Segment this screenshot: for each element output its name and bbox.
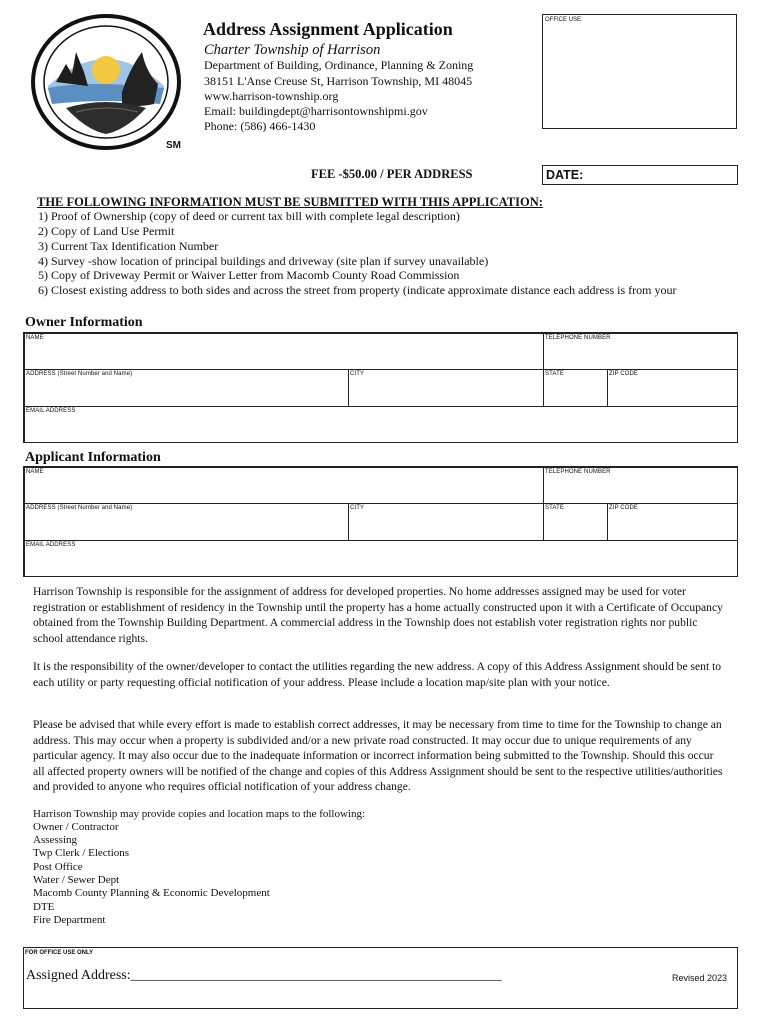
field-label: TELEPHONE NUMBER [545, 335, 611, 341]
utilities-paragraph: It is the responsibility of the owner/developer to contact the utilities regarding the new address. A copy of this Address Assignment should be sent to each utility or party requesting official notification of your address. Please include a location map/site plan with your notice. [33, 660, 722, 689]
applicant-city-field[interactable] [348, 503, 544, 541]
applicant-name-field[interactable] [24, 467, 544, 504]
department-line: Department of Building, Ordinance, Planning & Zoning [204, 58, 474, 72]
copies-list-item: Twp Clerk / Elections [33, 847, 130, 859]
requirement-item: 1) Proof of Ownership (copy of deed or current tax bill with complete legal description) [38, 209, 460, 223]
requirement-item: 2) Copy of Land Use Permit [38, 224, 175, 238]
email-line: Email: buildingdept@harrisontownshipmi.gov [204, 104, 428, 118]
residency-paragraph: Harrison Township is responsible for the assignment of address for developed properties. No home addresses assigned may be used for voter registration or establishment of residency in the Township until the property has a home actually constructed upon it with a Certificate of Occupancy obtained from the Township Building Department. A commercial address in the Township does not establish voter registration rights nor public school attendance rights. [33, 585, 723, 645]
applicant-email-field[interactable] [24, 540, 738, 577]
office-use-box[interactable] [542, 14, 737, 129]
field-label: TELEPHONE NUMBER [545, 469, 611, 475]
applicant-section-title: Applicant Information [25, 450, 161, 465]
logo-mark-text: SM [166, 140, 181, 151]
applicant-form [23, 466, 738, 577]
requirements-heading: THE FOLLOWING INFORMATION MUST BE SUBMITTED WITH THIS APPLICATION: [37, 195, 543, 209]
phone-line: Phone: (586) 466-1430 [204, 119, 316, 133]
owner-email-field[interactable] [24, 406, 738, 443]
field-label: STATE [545, 505, 564, 511]
owner-city-field[interactable] [348, 369, 544, 407]
assigned-address-field[interactable]: Assigned Address:_____________________________________________________ [26, 968, 502, 983]
field-label: CITY [350, 505, 365, 511]
page-title: Address Assignment Application [203, 19, 453, 39]
requirement-item: 4) Survey -show location of principal buildings and driveway (site plan if survey unavailable) [38, 254, 489, 268]
field-label: STATE [545, 371, 564, 377]
owner-phone-field[interactable] [543, 333, 738, 370]
copies-intro: Harrison Township may provide copies and location maps to the following: [33, 808, 366, 820]
applicant-zip-field[interactable] [607, 503, 738, 541]
copies-list-item: Water / Sewer Dept [33, 874, 120, 886]
fee-text: FEE -$50.00 / PER ADDRESS [311, 167, 473, 181]
office-use-label: OFFICE USE: [545, 17, 583, 23]
field-label: EMAIL ADDRESS [26, 408, 76, 414]
street-address-line: 38151 L'Anse Creuse St, Harrison Township, MI 48045 [204, 74, 473, 88]
field-label: CITY [350, 371, 365, 377]
address-change-paragraph: Please be advised that while every effort is made to establish correct addresses, it may be necessary from time to time for the Township to change an address. This may occur when a property is subdivided and/or a new private road constructed. It may occur due to unique requirements of any particular agency. It may also occur due to the inadequate information or incorrect information being submitted to the Township. Should this occur all affected property owners will be notified of the change and copies of this Address Assignment should be sent to the respective utilities/authorities and provided to anyone who requires official notification of your address change. [33, 718, 723, 793]
field-label: NAME [26, 335, 44, 341]
date-field[interactable] [542, 165, 738, 185]
field-label: ZIP CODE [609, 371, 639, 377]
copies-list-item: Assessing [33, 834, 78, 846]
owner-form [23, 332, 738, 443]
owner-name-field[interactable] [24, 333, 544, 370]
requirement-item: 5) Copy of Driveway Permit or Waiver Letter from Macomb County Road Commission [38, 268, 460, 282]
field-label: ADDRESS (Street Number and Name) [26, 505, 133, 511]
date-label: DATE: [546, 168, 584, 182]
website-line: www.harrison-township.org [204, 89, 339, 103]
owner-address-field[interactable] [24, 369, 349, 407]
copies-list-item: Fire Department [33, 914, 106, 926]
requirement-item: 6) Closest existing address to both sides and across the street from property (indicate approximate distance each address is from your [38, 283, 677, 297]
field-label: ZIP CODE [609, 505, 639, 511]
field-label: NAME [26, 469, 44, 475]
field-label: ADDRESS (Street Number and Name) [26, 371, 133, 377]
applicant-address-field[interactable] [24, 503, 349, 541]
owner-state-field[interactable] [543, 369, 608, 407]
copies-list-item: DTE [33, 901, 55, 913]
applicant-phone-field[interactable] [543, 467, 738, 504]
copies-list-item: Macomb County Planning & Economic Development [33, 887, 270, 899]
owner-section-title: Owner Information [25, 315, 143, 330]
applicant-state-field[interactable] [543, 503, 608, 541]
field-label: EMAIL ADDRESS [26, 542, 76, 548]
owner-zip-field[interactable] [607, 369, 738, 407]
revised-date: Revised 2023 [671, 973, 727, 983]
requirement-item: 3) Current Tax Identification Number [38, 239, 219, 253]
office-use-only-label: FOR OFFICE USE ONLY [25, 950, 94, 956]
copies-list-item: Post Office [33, 861, 83, 873]
township-seal-logo [26, 12, 186, 154]
office-use-only-box [23, 947, 738, 1009]
township-name: Charter Township of Harrison [204, 42, 381, 58]
copies-list-item: Owner / Contractor [33, 821, 119, 833]
